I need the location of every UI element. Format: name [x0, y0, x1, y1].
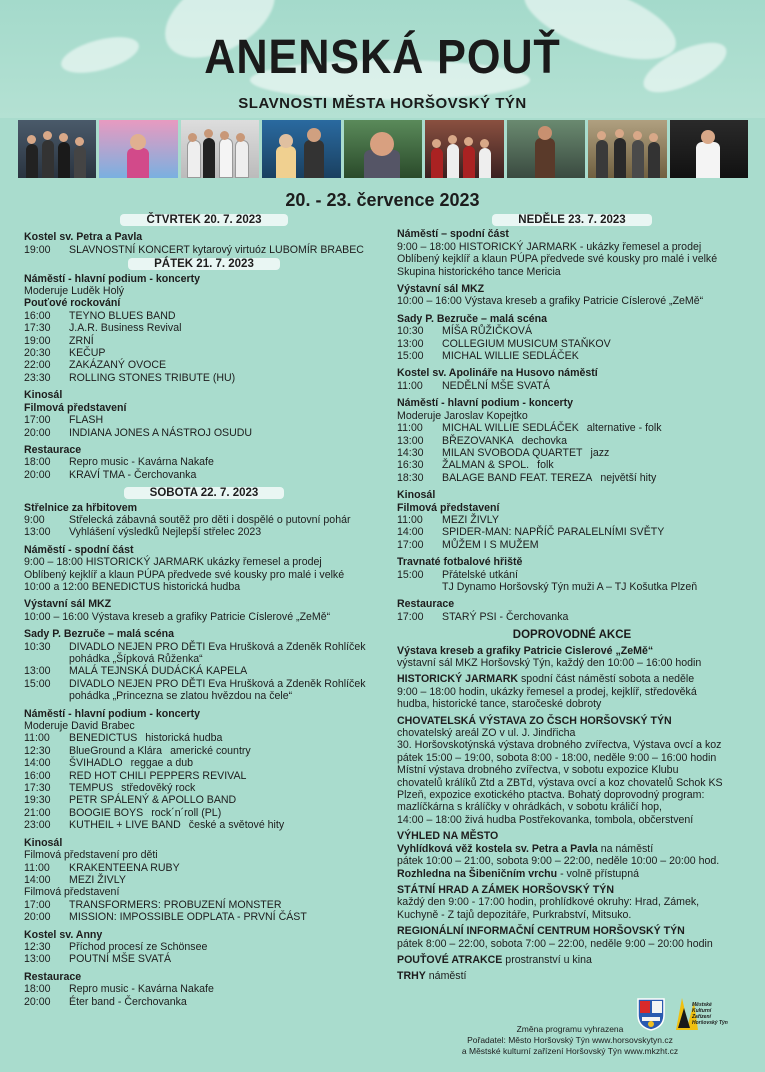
side-event: Vyhlídková věž kostela sv. Petra a Pavla na náměstí	[397, 842, 654, 855]
program-row: 14:30 MILAN SVOBODA QUARTET jazz	[397, 446, 610, 459]
venue-heading: Náměstí - hlavní podium - koncerty	[24, 707, 201, 720]
side-event-text: mazlíčkárna s králíčky v ohrádkách, v sobotu králičí hop,	[397, 801, 662, 814]
program-row: 11:00 MICHAL WILLIE SEDLÁČEK alternative - folk	[397, 422, 662, 435]
footer	[440, 1024, 700, 1057]
subheading: Pouťové rockování	[24, 297, 121, 310]
program-text: Oblíbený kejklíř a klaun PÚPA předvede své kousky pro malé i velké	[24, 568, 345, 581]
venue-heading: Kostel sv. Petra a Pavla	[24, 231, 143, 244]
program-row: 20:00 MISSION: IMPOSSIBLE ODPLATA - PRVNÍ ČÁST	[24, 911, 307, 924]
footer-note: Změna programu vyhrazena	[516, 1024, 624, 1034]
program-row: 17:00 TRANSFORMERS: PROBUZENÍ MONSTER	[24, 898, 282, 911]
venue-heading: Kinosál	[397, 489, 436, 502]
venue-heading: Výstavní sál MKZ	[24, 598, 112, 611]
program-text: 9:00 – 18:00 HISTORICKÝ JARMARK - ukázky řemesel a prodej	[397, 240, 702, 253]
program-row: 14:00 ŠVIHADLO reggae a dub	[24, 757, 194, 770]
program-row: 20:30 KEČUP	[24, 347, 106, 360]
program-row: 10:30 MÍŠA RŮŽIČKOVÁ	[397, 325, 533, 338]
program-row: 23:00 KUTHEIL + LIVE BAND české a světové hity	[24, 819, 285, 832]
venue-heading: Sady P. Bezruče – malá scéna	[24, 628, 174, 641]
program-text: 10:00 – 16:00 Výstava kreseb a grafiky Patricie Císlerové „ZeMě“	[24, 610, 331, 623]
program-text: Skupina historického tance Mericia	[397, 265, 561, 278]
day-heading-friday: PÁTEK 21. 7. 2023	[24, 258, 384, 270]
header-banner	[0, 0, 765, 118]
venue-heading: Kinosál	[24, 836, 63, 849]
side-event-text: Kuchyně - Z tajů depozitáře, Purkrabství, Mitsuko.	[397, 908, 632, 921]
day-heading-sunday: NEDĚLE 23. 7. 2023	[397, 214, 747, 226]
side-event-title: REGIONÁLNÍ INFORMAČNÍ CENTRUM HORŠOVSKÝ TÝN	[397, 925, 685, 938]
program-row: 17:00 FLASH	[24, 414, 104, 427]
program-row: 11:00 BENEDICTUS historická hudba	[24, 732, 223, 745]
band-photo	[181, 120, 259, 178]
venue-heading: Výstavní sál MKZ	[397, 283, 485, 296]
program-text: 10:00 a 12:00 BENEDICTUS historická hudba	[24, 580, 241, 593]
side-event-text: chovatelů králíků Ztd a ZBTd, výstava ovcí a koz chovatelů Schok KS	[397, 776, 723, 789]
photo-strip	[18, 120, 748, 178]
program-row: 16:00 TEYNO BLUES BAND	[24, 309, 176, 322]
program-text: 9:00 – 18:00 HISTORICKÝ JARMARK ukázky řemesel a prodej	[24, 556, 322, 569]
venue-heading: Restaurace	[24, 970, 82, 983]
program-row: 22:00 ZAKÁZANÝ OVOCE	[24, 359, 167, 372]
program-text: Oblíbený kejklíř a klaun PÚPA předvede své kousky pro malé i velké	[397, 253, 718, 266]
program-row: 17:00 STARÝ PSI - Čerchovanka	[397, 610, 569, 623]
side-event: Rozhledna na Šibeničním vrchu - volně přístupná	[397, 867, 639, 880]
program-row: 12:30 Příchod procesí ze Schönsee	[24, 940, 208, 953]
program-row: 20:00 KRAVÍ TMA - Čerchovanka	[24, 468, 197, 481]
program-row: 13:00 Vyhlášení výsledků Nejlepší střelec 2023	[24, 526, 262, 539]
side-event-text: 30. Horšovskotýnská výstava drobného zvířectva, Výstava ovcí a koz	[397, 739, 722, 752]
side-event-text: 14:00 – 18:00 živá hudba Postřekovanka, tombola, občerstvení	[397, 813, 694, 826]
band-photo	[425, 120, 503, 178]
program-row: 19:00 ZRNÍ	[24, 334, 94, 347]
program-row: 15:00 MICHAL WILLIE SEDLÁČEK	[397, 350, 579, 363]
side-event-text: každý den 9:00 - 17:00 hodin, prohlídkové okruhy: Hrad, Zámek,	[397, 896, 700, 909]
side-event-title: STÁTNÍ HRAD A ZÁMEK HORŠOVSKÝ TÝN	[397, 883, 614, 896]
singer-photo	[344, 120, 422, 178]
program-row: 12:30 BlueGround a Klára americké country	[24, 744, 251, 757]
venue-heading: Travnaté fotbalové hřiště	[397, 556, 523, 569]
subheading: Filmová představení	[24, 401, 127, 414]
venue-heading: Střelnice za hřbitovem	[24, 501, 138, 514]
side-event-text: 9:00 – 18:00 hodin, ukázky řemesel a prodej, kejklíř, středověká	[397, 685, 697, 698]
program-row: 15:00 Přátelské utkání TJ Dynamo Horšovský Týn muži A – TJ Košutka Plzeň	[397, 568, 698, 593]
program-row: 17:00 MŮŽEM I S MUŽEM	[397, 538, 539, 551]
singer-photo	[507, 120, 585, 178]
singer-photo	[670, 120, 748, 178]
program-row: 11:00 MEZI ŽIVLY	[397, 513, 499, 526]
program-row: 18:30 BALAGE BAND FEAT. TEREZA největší hity	[397, 471, 657, 484]
page-subtitle: SLAVNOSTI MĚSTA HORŠOVSKÝ TÝN	[238, 95, 527, 112]
side-event-text: pátek 10:00 – 21:00, sobota 9:00 – 22:00, neděle 10:00 – 20:00 hod.	[397, 855, 720, 868]
program-row: 16:00 RED HOT CHILI PEPPERS REVIVAL	[24, 769, 247, 782]
side-event: POUŤOVÉ ATRAKCE prostranství u kina	[397, 953, 592, 966]
side-event-text: pátek 15:00 – 19:00, sobota 8:00 - 18:00, neděle 9:00 – 16:00 hodin	[397, 751, 717, 764]
program-row: 19:30 PETR SPÁLENÝ & APOLLO BAND	[24, 794, 237, 807]
venue-heading: Sady P. Bezruče – malá scéna	[397, 312, 547, 325]
singer-photo	[262, 120, 340, 178]
moderator: Moderuje Jaroslav Kopejtko	[397, 409, 528, 422]
program-row: 11:00 KRAKENTEENA RUBY	[24, 861, 180, 874]
venue-heading: Restaurace	[397, 598, 455, 611]
moderator: Moderuje David Brabec	[24, 720, 135, 733]
venue-heading: Kostel sv. Apolináře na Husovo náměstí	[397, 367, 598, 380]
program-row: 14:00 MEZI ŽIVLY	[24, 873, 126, 886]
side-event-title: VÝHLED NA MĚSTO	[397, 830, 499, 843]
subheading: Filmová představení	[397, 501, 500, 514]
program-row: 18:00 Repro music - Kavárna Nakafe	[24, 456, 214, 469]
program-row: 20:00 Éter band - Čerchovanka	[24, 995, 187, 1008]
venue-heading: Náměstí - hlavní podium - koncerty	[24, 272, 201, 285]
side-event-text: pátek 8:00 – 22:00, sobota 7:00 – 22:00, neděle 9:00 – 20:00 hodin	[397, 937, 713, 950]
program-row: 20:00 INDIANA JONES A NÁSTROJ OSUDU	[24, 426, 253, 439]
program-left-column	[24, 212, 384, 1008]
program-row: 10:30 DIVADLO NEJEN PRO DĚTI Eva Hrušková a Zdeněk Rohlíček pohádka „Šípková Růženka“	[24, 640, 366, 665]
band-photo	[18, 120, 96, 178]
program-row: 23:30 ROLLING STONES TRIBUTE (HU)	[24, 371, 236, 384]
venue-heading: Náměstí - spodní část	[24, 543, 134, 556]
event-dates: 20. - 23. července 2023	[285, 190, 480, 210]
band-photo	[588, 120, 666, 178]
program-row: 17:30 TEMPUS středověký rock	[24, 782, 196, 795]
subheading: Filmová představení	[24, 886, 120, 899]
side-events-heading: DOPROVODNÉ AKCE	[512, 629, 632, 642]
program-row: 19:00 SLAVNOSTNÍ KONCERT kytarový virtuóz LUBOMÍR BRABEC	[24, 243, 364, 256]
program-row: 17:30 J.A.R. Business Revival	[24, 322, 182, 335]
program-row: 13:00 BŘEZOVANKA dechovka	[397, 434, 567, 447]
mkz-logo: Městské Kulturní Zařízení Horšovský Týn	[672, 994, 728, 1034]
side-event-text: výstavní sál MKZ Horšovský Týn, každý den 10:00 – 16:00 hodin	[397, 657, 702, 669]
program-row: 14:00 SPIDER-MAN: NAPŘÍČ PARALELNÍMI SVĚTY	[397, 526, 665, 539]
program-row: 13:00 POUTNÍ MŠE SVATÁ	[24, 953, 172, 966]
moderator: Moderuje Luděk Holý	[24, 285, 125, 298]
program-row: 16:30 ŽALMAN & SPOL. folk	[397, 459, 554, 472]
venue-heading: Kinosál	[24, 389, 63, 402]
program-row: 15:00 DIVADLO NEJEN PRO DĚTI Eva Hrušková a Zdeněk Rohlíček pohádka „Princezna se zlatou hvězdou na čele“	[24, 677, 366, 703]
day-heading-saturday: SOBOTA 22. 7. 2023	[24, 487, 384, 499]
program-row: 11:00 NEDĚLNÍ MŠE SVATÁ	[397, 379, 550, 392]
singer-photo	[99, 120, 177, 178]
program-text: 10:00 – 16:00 Výstava kreseb a grafiky Patricie Císlerové „ZeMě“	[397, 295, 704, 308]
side-event: TRHY náměstí	[397, 970, 467, 983]
program-row: 13:00 MALÁ TEJNSKÁ DUDÁCKÁ KAPELA	[24, 665, 248, 678]
footer-organizer: a Městské kulturní zařízení Horšovský Týn www.mkzht.cz	[461, 1046, 679, 1056]
program-right-column	[397, 212, 747, 983]
program-row: 13:00 COLLEGIUM MUSICUM STAŇKOV	[397, 337, 611, 350]
venue-heading: Náměstí - hlavní podium - koncerty	[397, 397, 574, 410]
program-row: 21:00 BOOGIE BOYS rock´n´roll (PL)	[24, 806, 222, 819]
venue-heading: Restaurace	[24, 443, 82, 456]
program-row: 9:00 Střelecká zábavná soutěž pro děti i dospělé o putovní pohár	[24, 513, 351, 526]
side-event: HISTORICKÝ JARMARK spodní část náměstí sobota a neděle	[397, 673, 695, 686]
side-event-title: Výstava kreseb a grafiky Patricie Cislerové „ZeMě“	[397, 644, 654, 657]
venue-heading: Náměstí – spodní část	[397, 228, 509, 241]
venue-heading: Kostel sv. Anny	[24, 928, 103, 941]
day-heading-thursday: ČTVRTEK 20. 7. 2023	[24, 214, 384, 226]
subheading: Filmová představení pro děti	[24, 849, 158, 862]
side-event-text: chovatelský areál ZO v ul. J. Jindřicha	[397, 727, 576, 740]
page-title: ANENSKÁ POUŤ	[204, 31, 561, 84]
side-event-title: CHOVATELSKÁ VÝSTAVA ZO ČSCH HORŠOVSKÝ TÝN	[397, 714, 672, 727]
program-row: 18:00 Repro music - Kavárna Nakafe	[24, 983, 214, 996]
side-event-text: Plzeň, expozice exotického ptactva. Bohatý doprovodný program:	[397, 789, 705, 802]
footer-organizer: Pořadatel: Město Horšovský Týn www.horsovskytyn.cz	[467, 1035, 673, 1045]
side-event-text: hudba, historické tance, staročeské dobroty	[397, 698, 602, 711]
side-event-text: Místní výstava drobného zvířectva, v sobotu expozice Klubu	[397, 764, 679, 777]
